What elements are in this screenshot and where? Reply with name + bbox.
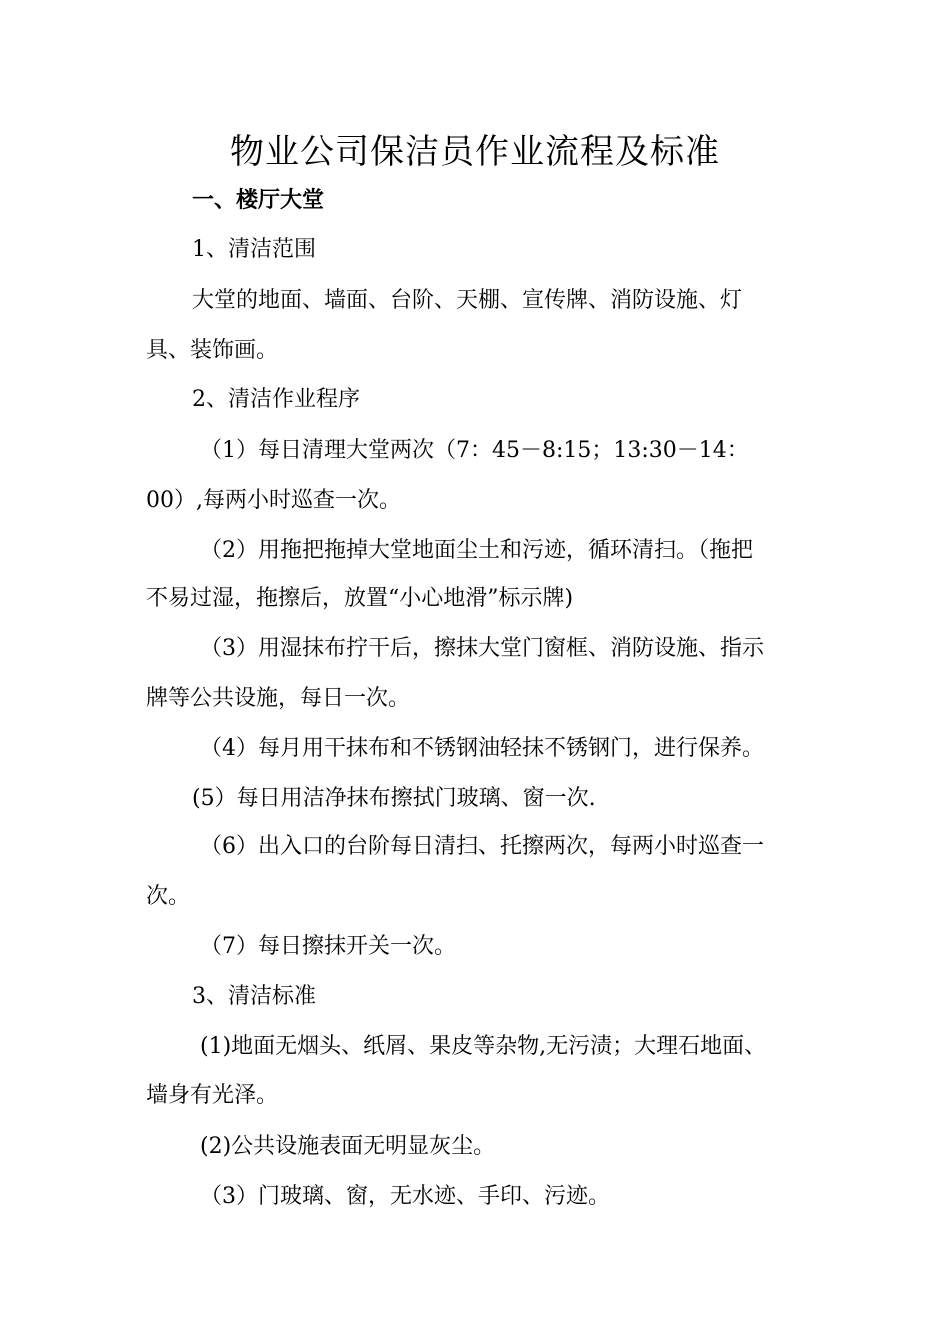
subheading-cleaning-scope: 1、清洁范围	[192, 237, 316, 262]
paragraph-line: 不易过湿，拖擦后，放置“小心地滑”标示牌)	[146, 586, 574, 611]
paragraph-line: (5）每日用洁净抹布擦拭门玻璃、窗一次.	[192, 786, 596, 811]
subheading-procedure: 2、清洁作业程序	[192, 387, 360, 412]
paragraph-line: 大堂的地面、墙面、台阶、天棚、宣传牌、消防设施、灯	[192, 288, 743, 313]
paragraph-line: （3）门玻璃、窗，无水迹、手印、污迹。	[200, 1184, 610, 1209]
paragraph-line: (1)地面无烟头、纸屑、果皮等杂物,无污渍；大理石地面、	[200, 1034, 767, 1059]
paragraph-line: （4）每月用干抹布和不锈钢油轻抹不锈钢门，进行保养。	[200, 736, 764, 761]
paragraph-line: 墙身有光泽。	[146, 1083, 279, 1108]
paragraph-line: 具、装饰画。	[146, 338, 279, 363]
subheading-standards: 3、清洁标准	[192, 984, 316, 1009]
section-heading: 一、楼厅大堂	[192, 188, 325, 213]
paragraph-line: （7）每日擦抹开关一次。	[200, 934, 456, 959]
document-title: 物业公司保洁员作业流程及标准	[230, 132, 720, 172]
paragraph-line: （2）用拖把拖掉大堂地面尘土和污迹，循环清扫。（拖把	[200, 538, 753, 563]
paragraph-line: 00）,每两小时巡查一次。	[146, 488, 401, 513]
paragraph-line: 次。	[146, 884, 191, 909]
paragraph-line: （6）出入口的台阶每日清扫、托擦两次，每两小时巡查一	[200, 834, 764, 859]
paragraph-line: 牌等公共设施，每日一次。	[146, 686, 411, 711]
paragraph-line: (2)公共设施表面无明显灰尘。	[200, 1134, 496, 1159]
paragraph-line: （1）每日清理大堂两次（7：45－8:15；13:30－14：	[200, 438, 749, 463]
paragraph-line: （3）用湿抹布拧干后，擦抹大堂门窗框、消防设施、指示	[200, 636, 764, 661]
